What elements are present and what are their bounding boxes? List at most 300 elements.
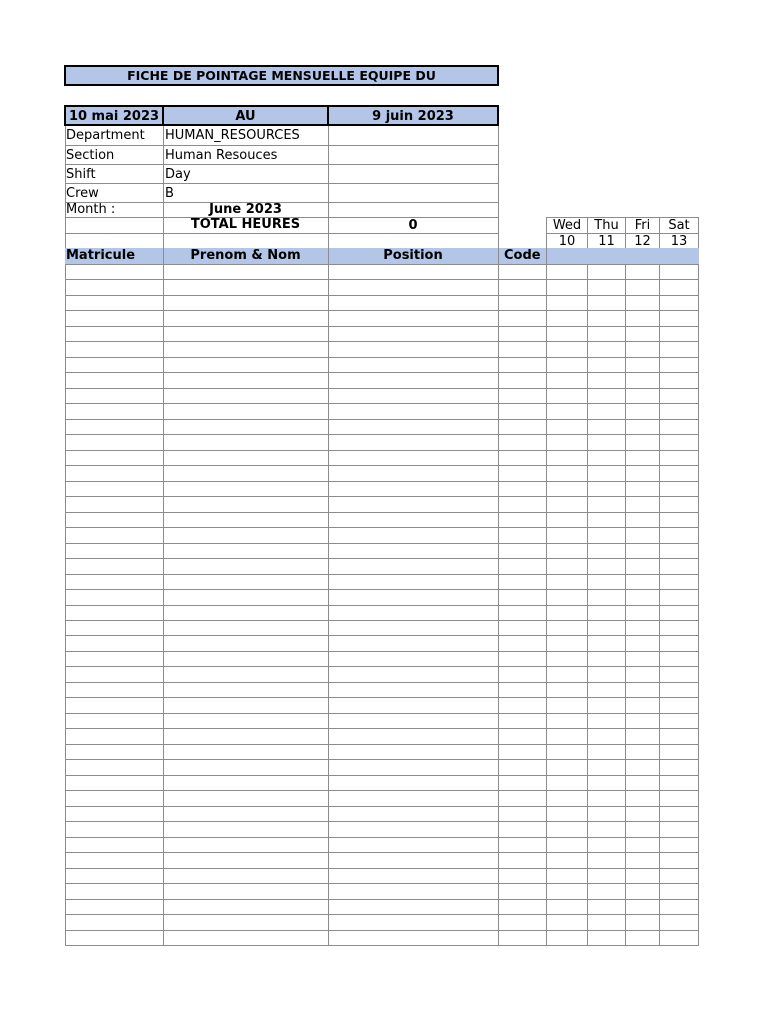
- table-cell[interactable]: [660, 884, 698, 899]
- table-cell[interactable]: [547, 853, 587, 868]
- table-cell[interactable]: [499, 621, 546, 635]
- table-cell[interactable]: [499, 590, 546, 605]
- table-cell[interactable]: [164, 544, 328, 558]
- table-cell[interactable]: [588, 482, 625, 496]
- table-cell[interactable]: [660, 807, 698, 821]
- table-cell[interactable]: [164, 931, 328, 945]
- table-cell[interactable]: [499, 776, 546, 790]
- table-cell[interactable]: [329, 760, 498, 775]
- table-cell[interactable]: [329, 482, 498, 496]
- table-cell[interactable]: [499, 513, 546, 527]
- table-cell[interactable]: [66, 327, 163, 341]
- table-cell[interactable]: [626, 853, 659, 868]
- table-cell[interactable]: [499, 420, 546, 434]
- table-cell[interactable]: [588, 606, 625, 620]
- table-cell[interactable]: [164, 760, 328, 775]
- table-cell[interactable]: [499, 745, 546, 759]
- table-cell[interactable]: [499, 296, 546, 310]
- table-cell[interactable]: [588, 575, 625, 589]
- table-cell[interactable]: [588, 807, 625, 821]
- table-cell[interactable]: [66, 683, 163, 697]
- table-cell[interactable]: [660, 497, 698, 512]
- table-cell[interactable]: [588, 466, 625, 481]
- table-cell[interactable]: [66, 760, 163, 775]
- table-cell[interactable]: [660, 327, 698, 341]
- table-cell[interactable]: [547, 327, 587, 341]
- table-cell[interactable]: [660, 265, 698, 279]
- table-cell[interactable]: [660, 853, 698, 868]
- table-cell[interactable]: [499, 528, 546, 543]
- section-value[interactable]: Human Resouces: [165, 149, 278, 162]
- table-cell[interactable]: [547, 869, 587, 883]
- table-cell[interactable]: [329, 853, 498, 868]
- table-cell[interactable]: [588, 884, 625, 899]
- table-cell[interactable]: [164, 420, 328, 434]
- table-cell[interactable]: [499, 698, 546, 713]
- table-cell[interactable]: [499, 606, 546, 620]
- table-cell[interactable]: [547, 280, 587, 295]
- table-cell[interactable]: [547, 636, 587, 651]
- table-cell[interactable]: [626, 884, 659, 899]
- table-cell[interactable]: [588, 652, 625, 666]
- table-cell[interactable]: [164, 590, 328, 605]
- table-cell[interactable]: [547, 745, 587, 759]
- table-cell[interactable]: [164, 311, 328, 326]
- table-cell[interactable]: [499, 482, 546, 496]
- table-cell[interactable]: [329, 729, 498, 744]
- table-cell[interactable]: [329, 667, 498, 682]
- table-cell[interactable]: [329, 342, 498, 357]
- table-cell[interactable]: [164, 513, 328, 527]
- table-cell[interactable]: [164, 389, 328, 403]
- table-cell[interactable]: [588, 404, 625, 419]
- table-cell[interactable]: [164, 327, 328, 341]
- table-cell[interactable]: [660, 776, 698, 790]
- table-cell[interactable]: [626, 745, 659, 759]
- table-cell[interactable]: [660, 683, 698, 697]
- table-cell[interactable]: [164, 559, 328, 574]
- table-cell[interactable]: [499, 451, 546, 465]
- table-cell[interactable]: [588, 838, 625, 852]
- table-cell[interactable]: [660, 667, 698, 682]
- table-cell[interactable]: [660, 931, 698, 945]
- table-cell[interactable]: [547, 776, 587, 790]
- table-cell[interactable]: [66, 280, 163, 295]
- table-cell[interactable]: [499, 358, 546, 372]
- table-cell[interactable]: [547, 621, 587, 635]
- table-cell[interactable]: [547, 884, 587, 899]
- table-cell[interactable]: [66, 435, 163, 450]
- table-cell[interactable]: [164, 838, 328, 852]
- table-cell[interactable]: [329, 358, 498, 372]
- table-cell[interactable]: [588, 776, 625, 790]
- table-cell[interactable]: [164, 451, 328, 465]
- table-cell[interactable]: [66, 528, 163, 543]
- table-cell[interactable]: [329, 590, 498, 605]
- table-cell[interactable]: [626, 838, 659, 852]
- table-cell[interactable]: [329, 606, 498, 620]
- table-cell[interactable]: [660, 342, 698, 357]
- table-cell[interactable]: [588, 900, 625, 914]
- table-cell[interactable]: [588, 528, 625, 543]
- table-cell[interactable]: [66, 776, 163, 790]
- table-cell[interactable]: [329, 838, 498, 852]
- table-cell[interactable]: [626, 714, 659, 728]
- table-cell[interactable]: [66, 791, 163, 806]
- table-cell[interactable]: [329, 559, 498, 574]
- table-cell[interactable]: [329, 528, 498, 543]
- table-cell[interactable]: [499, 760, 546, 775]
- table-cell[interactable]: [499, 791, 546, 806]
- table-cell[interactable]: [626, 807, 659, 821]
- table-cell[interactable]: [547, 358, 587, 372]
- period-start-cell[interactable]: 10 mai 2023: [64, 105, 164, 126]
- table-cell[interactable]: [329, 776, 498, 790]
- table-cell[interactable]: [499, 869, 546, 883]
- table-cell[interactable]: [626, 575, 659, 589]
- table-cell[interactable]: [626, 636, 659, 651]
- table-cell[interactable]: [588, 497, 625, 512]
- table-cell[interactable]: [164, 636, 328, 651]
- table-cell[interactable]: [329, 466, 498, 481]
- table-cell[interactable]: [329, 652, 498, 666]
- table-cell[interactable]: [588, 513, 625, 527]
- table-cell[interactable]: [66, 265, 163, 279]
- table-cell[interactable]: [66, 466, 163, 481]
- table-cell[interactable]: [660, 296, 698, 310]
- table-cell[interactable]: [626, 466, 659, 481]
- table-cell[interactable]: [66, 358, 163, 372]
- table-cell[interactable]: [588, 714, 625, 728]
- table-cell[interactable]: [547, 482, 587, 496]
- table-cell[interactable]: [660, 900, 698, 914]
- table-cell[interactable]: [588, 791, 625, 806]
- table-cell[interactable]: [547, 791, 587, 806]
- period-end-cell[interactable]: 9 juin 2023: [327, 105, 499, 126]
- table-cell[interactable]: [164, 296, 328, 310]
- table-cell[interactable]: [66, 807, 163, 821]
- table-cell[interactable]: [66, 931, 163, 945]
- table-cell[interactable]: [329, 621, 498, 635]
- table-cell[interactable]: [499, 667, 546, 682]
- table-cell[interactable]: [329, 451, 498, 465]
- table-cell[interactable]: [66, 373, 163, 388]
- table-cell[interactable]: [660, 791, 698, 806]
- table-cell[interactable]: [329, 575, 498, 589]
- table-cell[interactable]: [499, 931, 546, 945]
- table-cell[interactable]: [66, 389, 163, 403]
- table-cell[interactable]: [547, 265, 587, 279]
- table-cell[interactable]: [626, 683, 659, 697]
- table-cell[interactable]: [588, 683, 625, 697]
- table-cell[interactable]: [329, 714, 498, 728]
- table-cell[interactable]: [626, 698, 659, 713]
- table-cell[interactable]: [660, 745, 698, 759]
- table-cell[interactable]: [626, 420, 659, 434]
- table-cell[interactable]: [588, 667, 625, 682]
- table-cell[interactable]: [164, 869, 328, 883]
- table-cell[interactable]: [164, 373, 328, 388]
- table-cell[interactable]: [164, 667, 328, 682]
- table-cell[interactable]: [499, 544, 546, 558]
- table-cell[interactable]: [547, 559, 587, 574]
- table-cell[interactable]: [329, 822, 498, 837]
- table-cell[interactable]: [626, 729, 659, 744]
- table-cell[interactable]: [499, 497, 546, 512]
- table-cell[interactable]: [660, 760, 698, 775]
- table-cell[interactable]: [499, 636, 546, 651]
- table-cell[interactable]: [499, 342, 546, 357]
- table-cell[interactable]: [499, 435, 546, 450]
- table-cell[interactable]: [499, 373, 546, 388]
- table-cell[interactable]: [66, 915, 163, 930]
- table-cell[interactable]: [660, 838, 698, 852]
- table-cell[interactable]: [547, 451, 587, 465]
- table-cell[interactable]: [660, 358, 698, 372]
- table-cell[interactable]: [499, 311, 546, 326]
- table-cell[interactable]: [329, 544, 498, 558]
- table-cell[interactable]: [547, 652, 587, 666]
- table-cell[interactable]: [66, 482, 163, 496]
- table-cell[interactable]: [66, 497, 163, 512]
- table-cell[interactable]: [329, 884, 498, 899]
- table-cell[interactable]: [66, 667, 163, 682]
- table-cell[interactable]: [329, 931, 498, 945]
- table-cell[interactable]: [626, 760, 659, 775]
- table-cell[interactable]: [588, 358, 625, 372]
- table-cell[interactable]: [164, 683, 328, 697]
- table-cell[interactable]: [588, 931, 625, 945]
- table-cell[interactable]: [329, 265, 498, 279]
- table-cell[interactable]: [66, 729, 163, 744]
- table-cell[interactable]: [660, 652, 698, 666]
- table-cell[interactable]: [164, 482, 328, 496]
- table-cell[interactable]: [66, 884, 163, 899]
- table-cell[interactable]: [164, 791, 328, 806]
- crew-value[interactable]: B: [165, 187, 174, 200]
- table-cell[interactable]: [66, 296, 163, 310]
- table-cell[interactable]: [164, 404, 328, 419]
- table-cell[interactable]: [164, 466, 328, 481]
- table-cell[interactable]: [499, 915, 546, 930]
- table-cell[interactable]: [329, 327, 498, 341]
- table-cell[interactable]: [164, 621, 328, 635]
- table-cell[interactable]: [66, 451, 163, 465]
- table-cell[interactable]: [626, 296, 659, 310]
- table-cell[interactable]: [626, 435, 659, 450]
- table-cell[interactable]: [626, 497, 659, 512]
- table-cell[interactable]: [547, 373, 587, 388]
- table-cell[interactable]: [588, 327, 625, 341]
- table-cell[interactable]: [329, 807, 498, 821]
- table-cell[interactable]: [547, 667, 587, 682]
- table-cell[interactable]: [66, 652, 163, 666]
- table-cell[interactable]: [588, 389, 625, 403]
- table-cell[interactable]: [626, 590, 659, 605]
- table-cell[interactable]: [499, 466, 546, 481]
- table-cell[interactable]: [626, 869, 659, 883]
- table-cell[interactable]: [626, 327, 659, 341]
- table-cell[interactable]: [66, 838, 163, 852]
- table-cell[interactable]: [499, 729, 546, 744]
- table-cell[interactable]: [164, 342, 328, 357]
- table-cell[interactable]: [588, 590, 625, 605]
- table-cell[interactable]: [660, 451, 698, 465]
- table-cell[interactable]: [547, 590, 587, 605]
- table-cell[interactable]: [499, 683, 546, 697]
- table-cell[interactable]: [66, 822, 163, 837]
- table-cell[interactable]: [588, 311, 625, 326]
- table-cell[interactable]: [547, 838, 587, 852]
- table-cell[interactable]: [626, 900, 659, 914]
- table-cell[interactable]: [588, 915, 625, 930]
- table-cell[interactable]: [329, 745, 498, 759]
- table-cell[interactable]: [499, 265, 546, 279]
- table-cell[interactable]: [499, 280, 546, 295]
- table-cell[interactable]: [164, 776, 328, 790]
- table-cell[interactable]: [626, 621, 659, 635]
- table-cell[interactable]: [329, 683, 498, 697]
- table-cell[interactable]: [660, 528, 698, 543]
- table-cell[interactable]: [660, 729, 698, 744]
- table-cell[interactable]: [66, 636, 163, 651]
- table-cell[interactable]: [660, 714, 698, 728]
- table-cell[interactable]: [626, 373, 659, 388]
- table-cell[interactable]: [329, 311, 498, 326]
- table-cell[interactable]: [660, 280, 698, 295]
- table-cell[interactable]: [660, 420, 698, 434]
- table-cell[interactable]: [164, 528, 328, 543]
- table-cell[interactable]: [660, 621, 698, 635]
- table-cell[interactable]: [588, 265, 625, 279]
- table-cell[interactable]: [626, 915, 659, 930]
- table-cell[interactable]: [547, 931, 587, 945]
- table-cell[interactable]: [499, 327, 546, 341]
- table-cell[interactable]: [626, 451, 659, 465]
- table-cell[interactable]: [66, 575, 163, 589]
- table-cell[interactable]: [66, 745, 163, 759]
- table-cell[interactable]: [164, 745, 328, 759]
- table-cell[interactable]: [588, 636, 625, 651]
- table-cell[interactable]: [547, 900, 587, 914]
- table-cell[interactable]: [660, 606, 698, 620]
- table-cell[interactable]: [547, 389, 587, 403]
- department-value[interactable]: HUMAN_RESOURCES: [165, 129, 300, 142]
- table-cell[interactable]: [547, 698, 587, 713]
- table-cell[interactable]: [329, 869, 498, 883]
- table-cell[interactable]: [66, 869, 163, 883]
- table-cell[interactable]: [660, 636, 698, 651]
- table-cell[interactable]: [547, 683, 587, 697]
- table-cell[interactable]: [499, 559, 546, 574]
- table-cell[interactable]: [164, 698, 328, 713]
- table-cell[interactable]: [588, 296, 625, 310]
- table-cell[interactable]: [329, 296, 498, 310]
- table-cell[interactable]: [588, 621, 625, 635]
- table-cell[interactable]: [329, 636, 498, 651]
- table-cell[interactable]: [329, 900, 498, 914]
- table-cell[interactable]: [164, 435, 328, 450]
- table-cell[interactable]: [588, 853, 625, 868]
- table-cell[interactable]: [660, 404, 698, 419]
- table-cell[interactable]: [164, 714, 328, 728]
- table-cell[interactable]: [499, 404, 546, 419]
- table-cell[interactable]: [626, 513, 659, 527]
- table-cell[interactable]: [499, 838, 546, 852]
- table-cell[interactable]: [66, 420, 163, 434]
- table-cell[interactable]: [547, 807, 587, 821]
- table-cell[interactable]: [660, 590, 698, 605]
- table-cell[interactable]: [626, 667, 659, 682]
- table-cell[interactable]: [164, 884, 328, 899]
- table-cell[interactable]: [164, 280, 328, 295]
- table-cell[interactable]: [626, 265, 659, 279]
- table-cell[interactable]: [547, 544, 587, 558]
- table-cell[interactable]: [164, 606, 328, 620]
- table-cell[interactable]: [329, 513, 498, 527]
- table-cell[interactable]: [660, 575, 698, 589]
- table-cell[interactable]: [660, 869, 698, 883]
- table-cell[interactable]: [164, 853, 328, 868]
- table-cell[interactable]: [588, 373, 625, 388]
- table-cell[interactable]: [329, 373, 498, 388]
- table-cell[interactable]: [329, 389, 498, 403]
- table-cell[interactable]: [547, 714, 587, 728]
- table-cell[interactable]: [660, 698, 698, 713]
- table-cell[interactable]: [547, 513, 587, 527]
- table-cell[interactable]: [329, 497, 498, 512]
- table-cell[interactable]: [66, 342, 163, 357]
- table-cell[interactable]: [66, 404, 163, 419]
- table-cell[interactable]: [660, 311, 698, 326]
- table-cell[interactable]: [660, 513, 698, 527]
- table-cell[interactable]: [547, 606, 587, 620]
- table-cell[interactable]: [499, 900, 546, 914]
- table-cell[interactable]: [588, 559, 625, 574]
- table-cell[interactable]: [547, 435, 587, 450]
- table-cell[interactable]: [547, 528, 587, 543]
- table-cell[interactable]: [164, 915, 328, 930]
- table-cell[interactable]: [660, 466, 698, 481]
- table-cell[interactable]: [626, 822, 659, 837]
- table-cell[interactable]: [547, 311, 587, 326]
- table-cell[interactable]: [626, 342, 659, 357]
- table-cell[interactable]: [588, 544, 625, 558]
- table-cell[interactable]: [329, 698, 498, 713]
- table-cell[interactable]: [660, 559, 698, 574]
- table-cell[interactable]: [66, 311, 163, 326]
- table-cell[interactable]: [547, 296, 587, 310]
- table-cell[interactable]: [499, 853, 546, 868]
- table-cell[interactable]: [66, 714, 163, 728]
- table-cell[interactable]: [66, 590, 163, 605]
- table-cell[interactable]: [547, 575, 587, 589]
- month-value[interactable]: June 2023: [209, 203, 282, 216]
- table-cell[interactable]: [547, 404, 587, 419]
- table-cell[interactable]: [626, 528, 659, 543]
- table-cell[interactable]: [660, 435, 698, 450]
- table-cell[interactable]: [588, 729, 625, 744]
- table-cell[interactable]: [329, 915, 498, 930]
- table-cell[interactable]: [547, 822, 587, 837]
- table-cell[interactable]: [660, 373, 698, 388]
- table-cell[interactable]: [588, 420, 625, 434]
- table-cell[interactable]: [660, 482, 698, 496]
- table-cell[interactable]: [660, 822, 698, 837]
- table-cell[interactable]: [660, 915, 698, 930]
- shift-value[interactable]: Day: [165, 168, 191, 181]
- table-cell[interactable]: [66, 853, 163, 868]
